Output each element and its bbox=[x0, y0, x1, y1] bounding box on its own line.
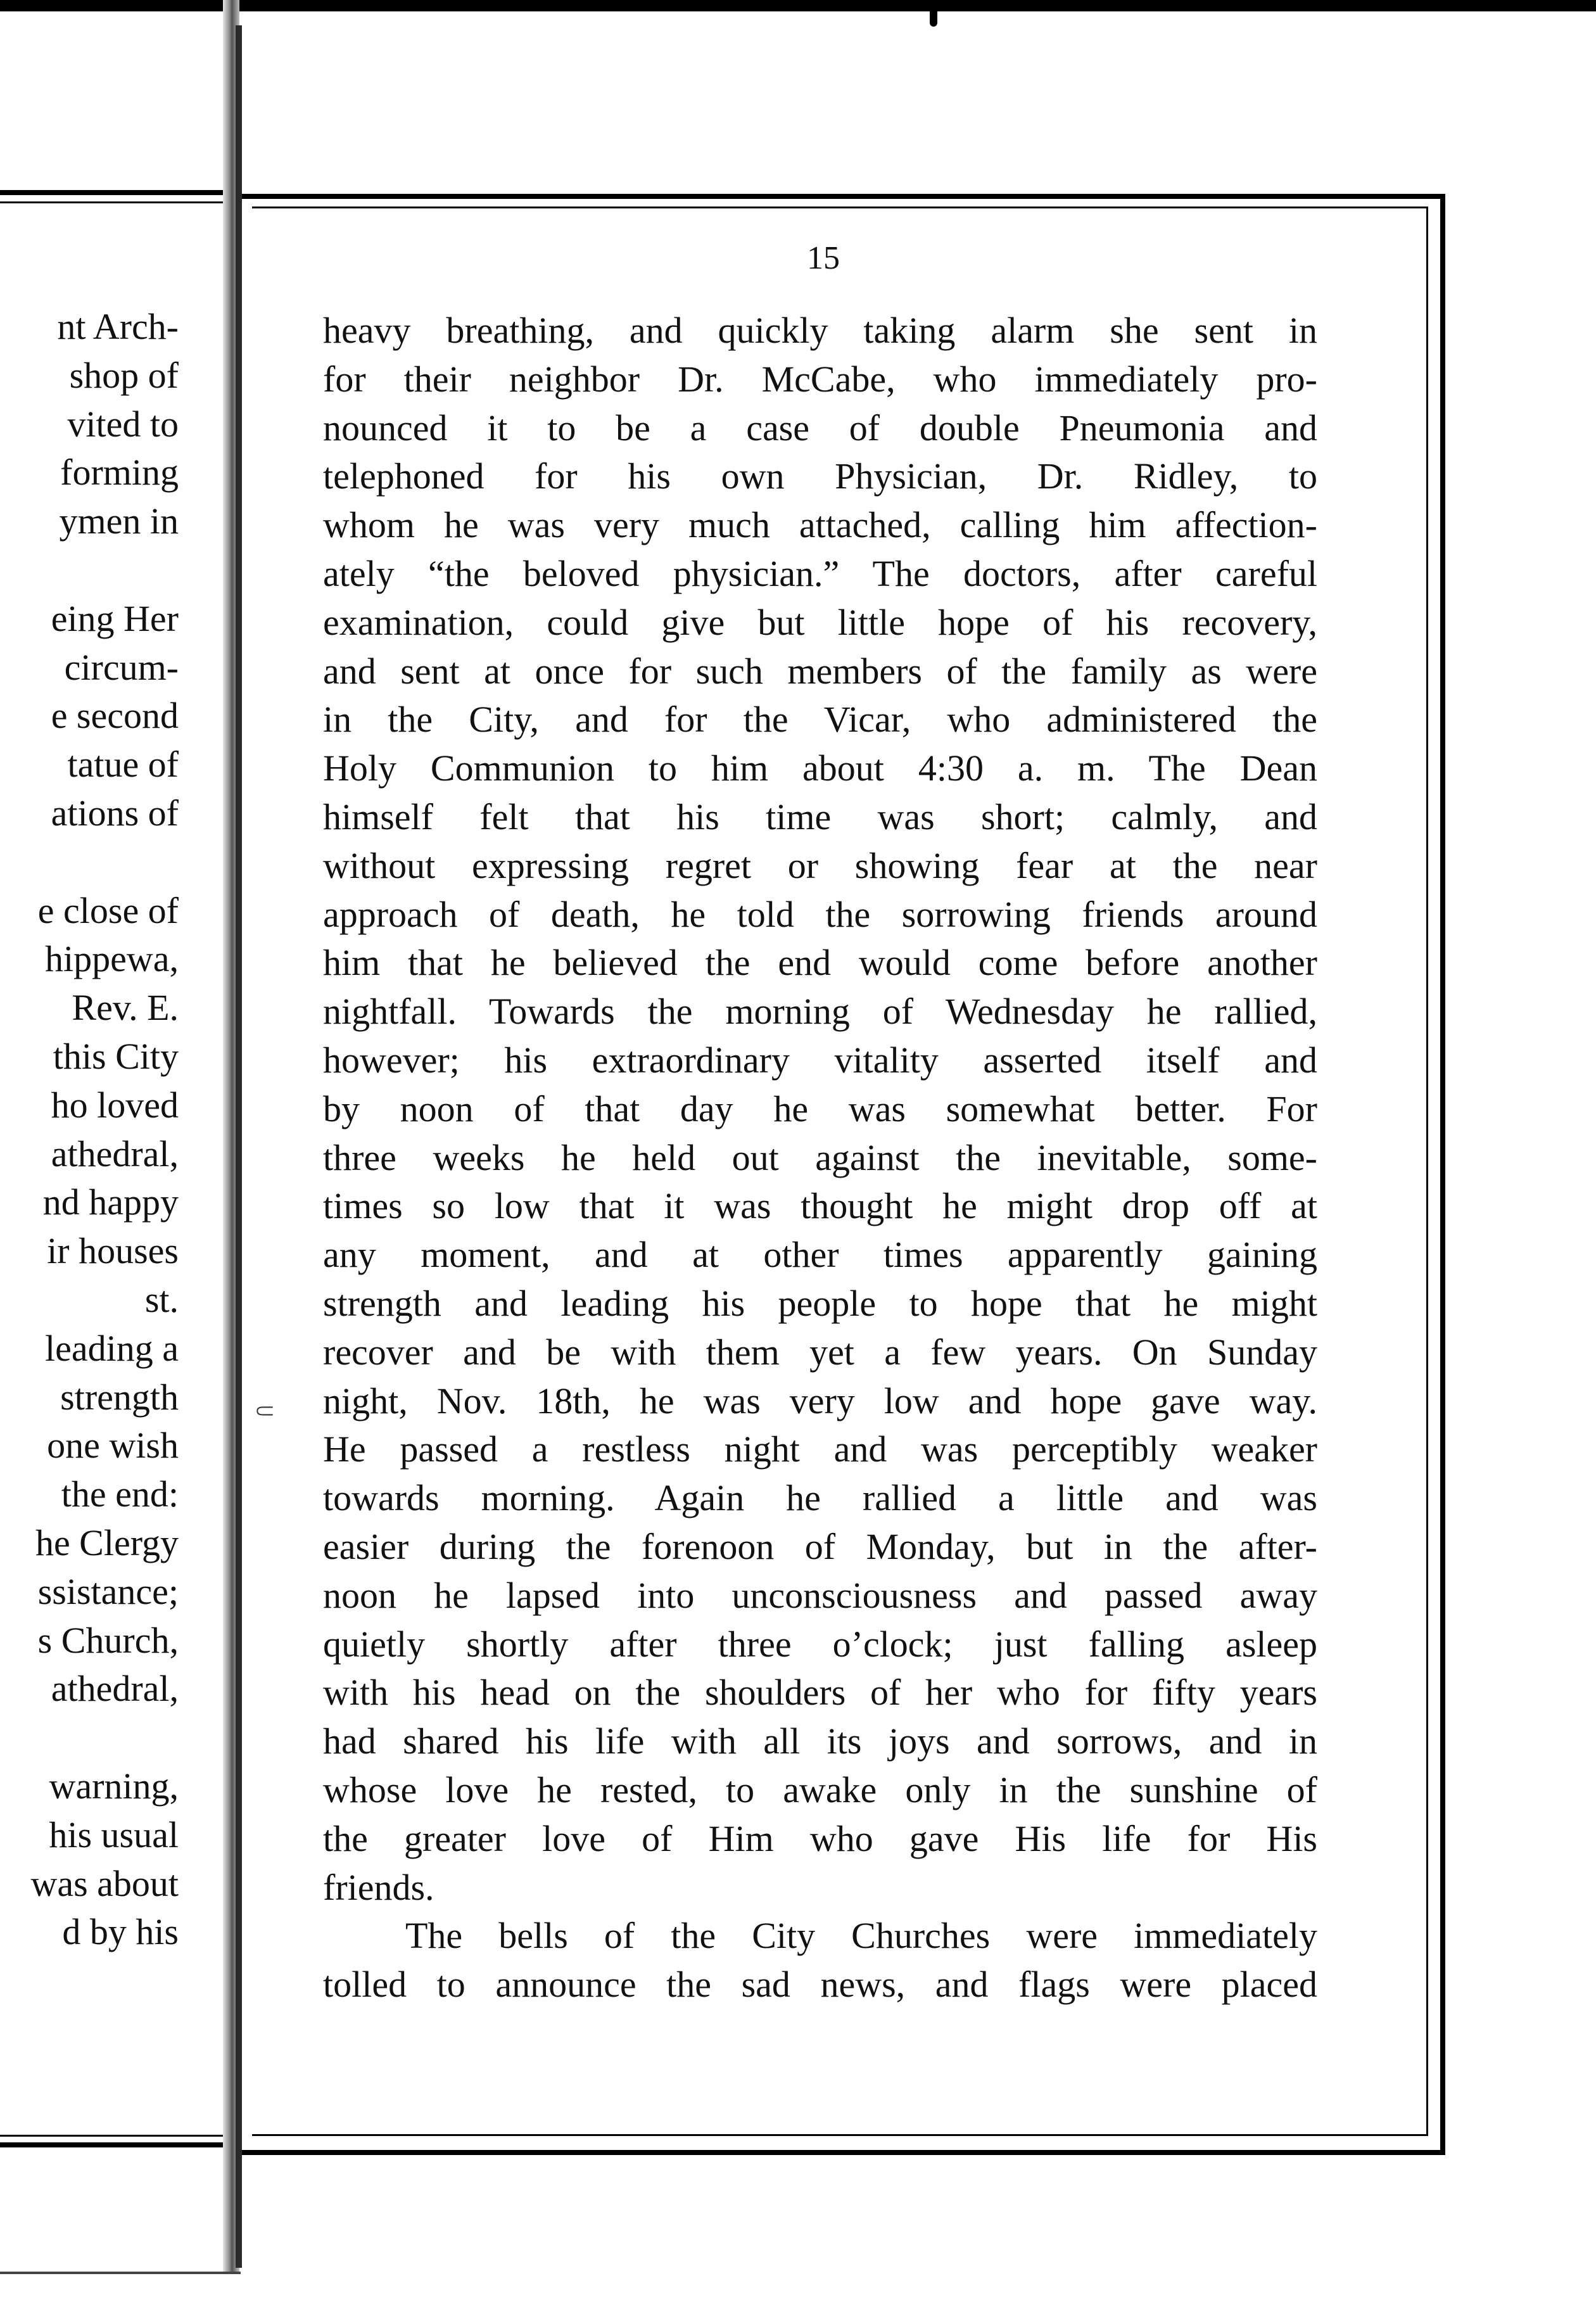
left-page-line bbox=[0, 1714, 179, 1762]
body-line: him that he believed the end would come before another bbox=[323, 942, 1317, 984]
body-line: quietly shortly after three o’clock; just falling asleep bbox=[323, 1623, 1317, 1665]
body-line: and sent at once for such members of the family as were bbox=[323, 650, 1317, 692]
body-line: in the City, and for the Vicar, who administered the bbox=[323, 699, 1317, 741]
body-line: night, Nov. 18th, he was very low and hope gave way. bbox=[323, 1380, 1317, 1421]
scan-top-edge bbox=[0, 0, 1596, 11]
margin-mark: ⸦ bbox=[251, 1396, 279, 1427]
left-page-text bbox=[0, 303, 179, 1957]
body-line: tolled to announce the sad news, and flags were placed bbox=[323, 1964, 1317, 2006]
left-page-line: nt Arch- bbox=[57, 306, 179, 347]
body-line: by noon of that day he was somewhat better. For bbox=[323, 1088, 1317, 1129]
left-page-line: d by his bbox=[62, 1911, 179, 1953]
left-page-line bbox=[0, 546, 179, 595]
scan-notch bbox=[930, 10, 937, 27]
body-line: easier during the forenoon of Monday, but in the after- bbox=[323, 1525, 1317, 1567]
body-line: however; his extraordinary vitality asserted itself and bbox=[323, 1039, 1317, 1081]
left-page-line: warning, bbox=[49, 1765, 179, 1807]
left-page-line: leading a bbox=[45, 1327, 179, 1369]
left-page-line bbox=[0, 838, 179, 887]
left-frame-top-inner bbox=[0, 201, 223, 203]
left-page-line: eing Her bbox=[51, 597, 179, 639]
body-line: nightfall. Towards the morning of Wednesday he rallied, bbox=[323, 991, 1317, 1033]
left-page-line: nd happy bbox=[42, 1181, 179, 1223]
body-line: had shared his life with all its joys and sorrows, and in bbox=[323, 1720, 1317, 1762]
left-page-line: forming bbox=[60, 452, 179, 493]
body-line: strength and leading his people to hope that he might bbox=[323, 1282, 1317, 1324]
left-page-line: e close of bbox=[37, 889, 179, 931]
body-line: the greater love of Him who gave His life for His bbox=[323, 1817, 1317, 1859]
body-line: himself felt that his time was short; calmly, and bbox=[323, 796, 1317, 837]
body-line: with his head on the shoulders of her who for fifty years bbox=[323, 1672, 1317, 1714]
body-text bbox=[323, 307, 1317, 2009]
left-page-line: ir houses bbox=[47, 1230, 179, 1272]
left-page-line: ations of bbox=[51, 792, 179, 834]
left-page-line: hippewa, bbox=[45, 938, 179, 980]
left-frame-top bbox=[0, 190, 223, 195]
left-page-line: vited to bbox=[67, 403, 179, 445]
left-page-line: athedral, bbox=[51, 1668, 179, 1710]
left-page-line: he Clergy bbox=[35, 1522, 179, 1563]
body-line: times so low that it was thought he might drop off at bbox=[323, 1185, 1317, 1227]
page-number: 15 bbox=[807, 240, 840, 276]
left-page-line: e second bbox=[51, 695, 179, 737]
left-page-line: athedral, bbox=[51, 1133, 179, 1174]
body-line: He passed a restless night and was perceptibly weaker bbox=[323, 1428, 1317, 1470]
left-page-line: shop of bbox=[69, 354, 179, 396]
body-line: heavy breathing, and quickly taking alarm she sent in bbox=[323, 310, 1317, 351]
body-line: friends. bbox=[323, 1866, 434, 1908]
body-line: nounced it to be a case of double Pneumonia and bbox=[323, 407, 1317, 448]
body-line: Holy Communion to him about 4:30 a. m. The Dean bbox=[323, 747, 1317, 789]
left-page-line: strength bbox=[60, 1376, 179, 1418]
left-page-line: his usual bbox=[49, 1814, 179, 1855]
body-line: any moment, and at other times apparently gaining bbox=[323, 1234, 1317, 1276]
left-page-line: tatue of bbox=[67, 744, 179, 785]
left-frame-bottom bbox=[0, 2142, 223, 2147]
body-line: whose love he rested, to awake only in the sunshine of bbox=[323, 1769, 1317, 1810]
left-page-line: s Church, bbox=[37, 1619, 179, 1661]
body-line: recover and be with them yet a few years. On Sunday bbox=[323, 1331, 1317, 1373]
left-page-line: one wish bbox=[47, 1425, 179, 1466]
left-frame-bottom-inner bbox=[0, 2135, 223, 2137]
body-line: ately “the beloved physician.” The doctors, after careful bbox=[323, 552, 1317, 594]
scan-bottom-margin bbox=[0, 2272, 1596, 2321]
body-line: noon he lapsed into unconsciousness and passed away bbox=[323, 1574, 1317, 1616]
body-line: examination, could give but little hope of his recovery, bbox=[323, 601, 1317, 643]
left-page-line: st. bbox=[144, 1278, 179, 1320]
scan-bottom-rule bbox=[0, 2272, 241, 2274]
left-page-line: circum- bbox=[64, 646, 179, 688]
left-page-line: the end: bbox=[61, 1473, 179, 1515]
body-line: towards morning. Again he rallied a little and was bbox=[323, 1477, 1317, 1519]
body-line: whom he was very much attached, calling him affection- bbox=[323, 504, 1317, 546]
left-page-line: this City bbox=[53, 1035, 179, 1077]
left-page-line: was about bbox=[30, 1862, 179, 1904]
body-line: telephoned for his own Physician, Dr. Ridley, to bbox=[323, 455, 1317, 497]
body-line: without expressing regret or showing fear at the near bbox=[323, 844, 1317, 886]
left-page-line: ssistance; bbox=[37, 1570, 179, 1612]
left-page-line: Rev. E. bbox=[72, 987, 179, 1029]
gutter-line bbox=[236, 25, 242, 2268]
body-line: for their neighbor Dr. McCabe, who immediately pro- bbox=[323, 358, 1317, 400]
body-line: approach of death, he told the sorrowing friends around bbox=[323, 893, 1317, 935]
body-line: three weeks he held out against the inevitable, some- bbox=[323, 1136, 1317, 1178]
body-line: The bells of the City Churches were immediately bbox=[405, 1915, 1317, 1957]
left-page-fragment bbox=[0, 0, 215, 2321]
left-page-line: ho loved bbox=[51, 1084, 179, 1126]
left-page-line: ymen in bbox=[59, 500, 179, 542]
